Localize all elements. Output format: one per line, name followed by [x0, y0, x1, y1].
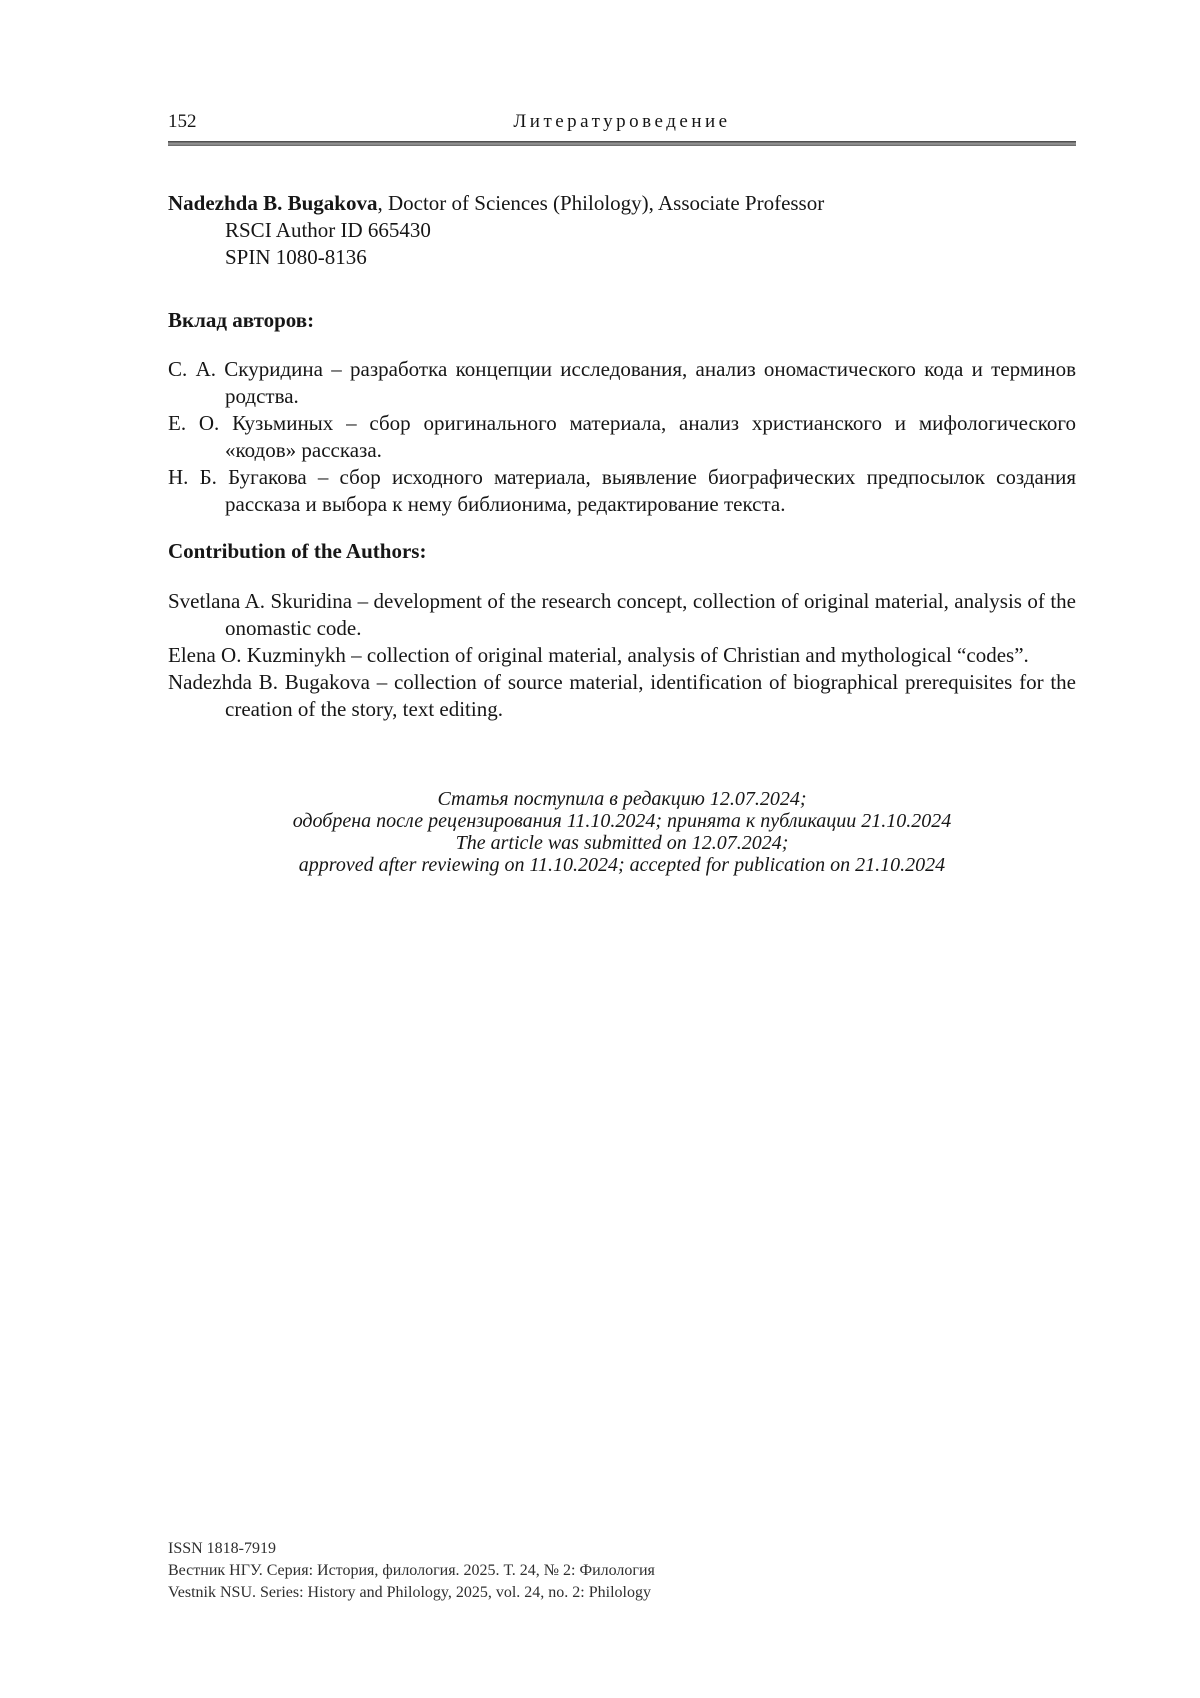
author-spin-id: SPIN 1080-8136	[225, 245, 367, 269]
contrib-en-item: Svetlana A. Skuridina – development of the research concept, collection of original material, analysis of the onomastic code.	[168, 589, 1076, 640]
contributions-ru-heading: Вклад авторов:	[168, 308, 315, 332]
running-head-title: Литературоведение	[513, 111, 731, 132]
submission-dates	[168, 788, 1076, 876]
date-line-en-submitted: The article was submitted on 12.07.2024;	[455, 832, 789, 854]
header-rule	[168, 141, 1076, 146]
author-block	[168, 190, 1076, 271]
contrib-ru-item: Н. Б. Бугакова – сбор исходного материала, выявление биографических предпосылок создания рассказа и выбора к нему библионима, редактирование текста.	[168, 465, 1076, 516]
author-name: Nadezhda B. Bugakova	[168, 191, 378, 215]
contrib-ru-item: С. А. Скуридина – разработка концепции исследования, анализ ономастического кода и терминов родства.	[168, 357, 1076, 408]
contrib-en-item: Elena O. Kuzminykh – collection of original material, analysis of Christian and mythological “codes”.	[168, 643, 1029, 667]
date-line-ru-submitted: Статья поступила в редакцию 12.07.2024;	[437, 788, 807, 810]
contrib-en-item: Nadezhda B. Bugakova – collection of source material, identification of biographical prerequisites for the creation of the story, text editing.	[168, 670, 1076, 721]
page-number: 152	[168, 111, 197, 132]
footer-issn: ISSN 1818-7919	[168, 1540, 277, 1557]
contributions-en-list	[168, 588, 1076, 723]
author-rsci-id: RSCI Author ID 665430	[225, 218, 431, 242]
contributions-ru-list	[168, 356, 1076, 518]
footer-journal-ru: Вестник НГУ. Серия: История, филология. 2025. Т. 24, № 2: Филология	[168, 1562, 655, 1579]
date-line-en-accepted: approved after reviewing on 11.10.2024; accepted for publication on 21.10.2024	[298, 854, 946, 876]
contrib-ru-item: Е. О. Кузьминых – сбор оригинального материала, анализ христианского и мифологического «кодов» рассказа.	[168, 411, 1076, 462]
journal-footer	[168, 1538, 655, 1604]
author-affiliation: , Doctor of Sciences (Philology), Associate Professor	[377, 191, 825, 215]
running-header	[168, 0, 1076, 134]
date-line-ru-accepted: одобрена после рецензирования 11.10.2024; принята к публикации 21.10.2024	[292, 810, 952, 832]
contributions-en-heading: Contribution of the Authors:	[168, 539, 427, 563]
page-content	[168, 0, 1076, 876]
author-line	[168, 190, 1076, 217]
footer-journal-en: Vestnik NSU. Series: History and Philology, 2025, vol. 24, no. 2: Philology	[168, 1584, 651, 1601]
